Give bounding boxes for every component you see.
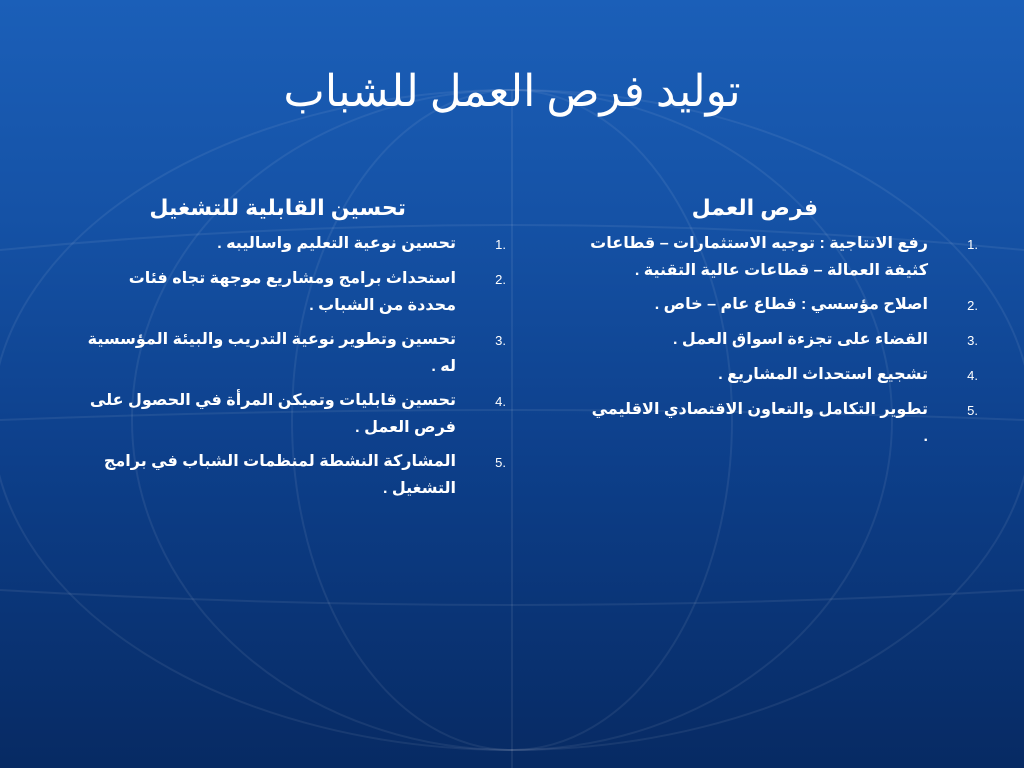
list-text: تحسين وتطوير نوعية التدريب والبيئة المؤسسية له . (87, 331, 456, 375)
list-text: رفع الانتاجية : توجيه الاستثمارات – قطاعات كثيفة العمالة – قطاعات عالية التقنية . (590, 235, 928, 279)
list-number: 1. (967, 237, 978, 252)
right-column (520, 190, 978, 457)
slide-title: توليد فرص العمل للشباب (283, 67, 741, 116)
right-column-heading: فرص العمل (691, 195, 818, 220)
left-column (60, 190, 506, 509)
list-text: استحداث برامج ومشاريع موجهة تجاه فئات محددة من الشباب . (128, 270, 456, 314)
list-number: 2. (967, 298, 978, 313)
list-number: 4. (967, 368, 978, 383)
list-text: المشاركة النشطة لمنظمات الشباب في برامج التشغيل . (103, 453, 456, 497)
list-item (60, 387, 506, 441)
left-column-heading: تحسين القابلية للتشغيل (149, 195, 406, 220)
list-text: تشجيع استحداث المشاريع . (718, 366, 928, 383)
list-item (60, 230, 506, 258)
list-number: 4. (495, 394, 506, 409)
list-item (60, 265, 506, 319)
list-number: 5. (495, 455, 506, 470)
list-item (520, 326, 978, 354)
list-item (60, 326, 506, 380)
list-text: تطوير التكامل والتعاون الاقتصادي الاقليمي . (591, 401, 928, 445)
list-number: 2. (495, 272, 506, 287)
list-number: 5. (967, 403, 978, 418)
list-number: 1. (495, 237, 506, 252)
list-item (520, 396, 978, 450)
list-text: تحسين قابليات وتميكن المرأة في الحصول على فرص العمل . (89, 392, 456, 436)
list-text: القضاء على تجزءة اسواق العمل . (673, 331, 928, 348)
list-item (520, 230, 978, 284)
list-item (520, 361, 978, 389)
list-number: 3. (967, 333, 978, 348)
list-number: 3. (495, 333, 506, 348)
list-text: اصلاح مؤسسي : قطاع عام – خاص . (654, 296, 928, 313)
list-item (520, 291, 978, 319)
list-item (60, 448, 506, 502)
list-text: تحسين نوعية التعليم واساليبه . (217, 235, 456, 252)
